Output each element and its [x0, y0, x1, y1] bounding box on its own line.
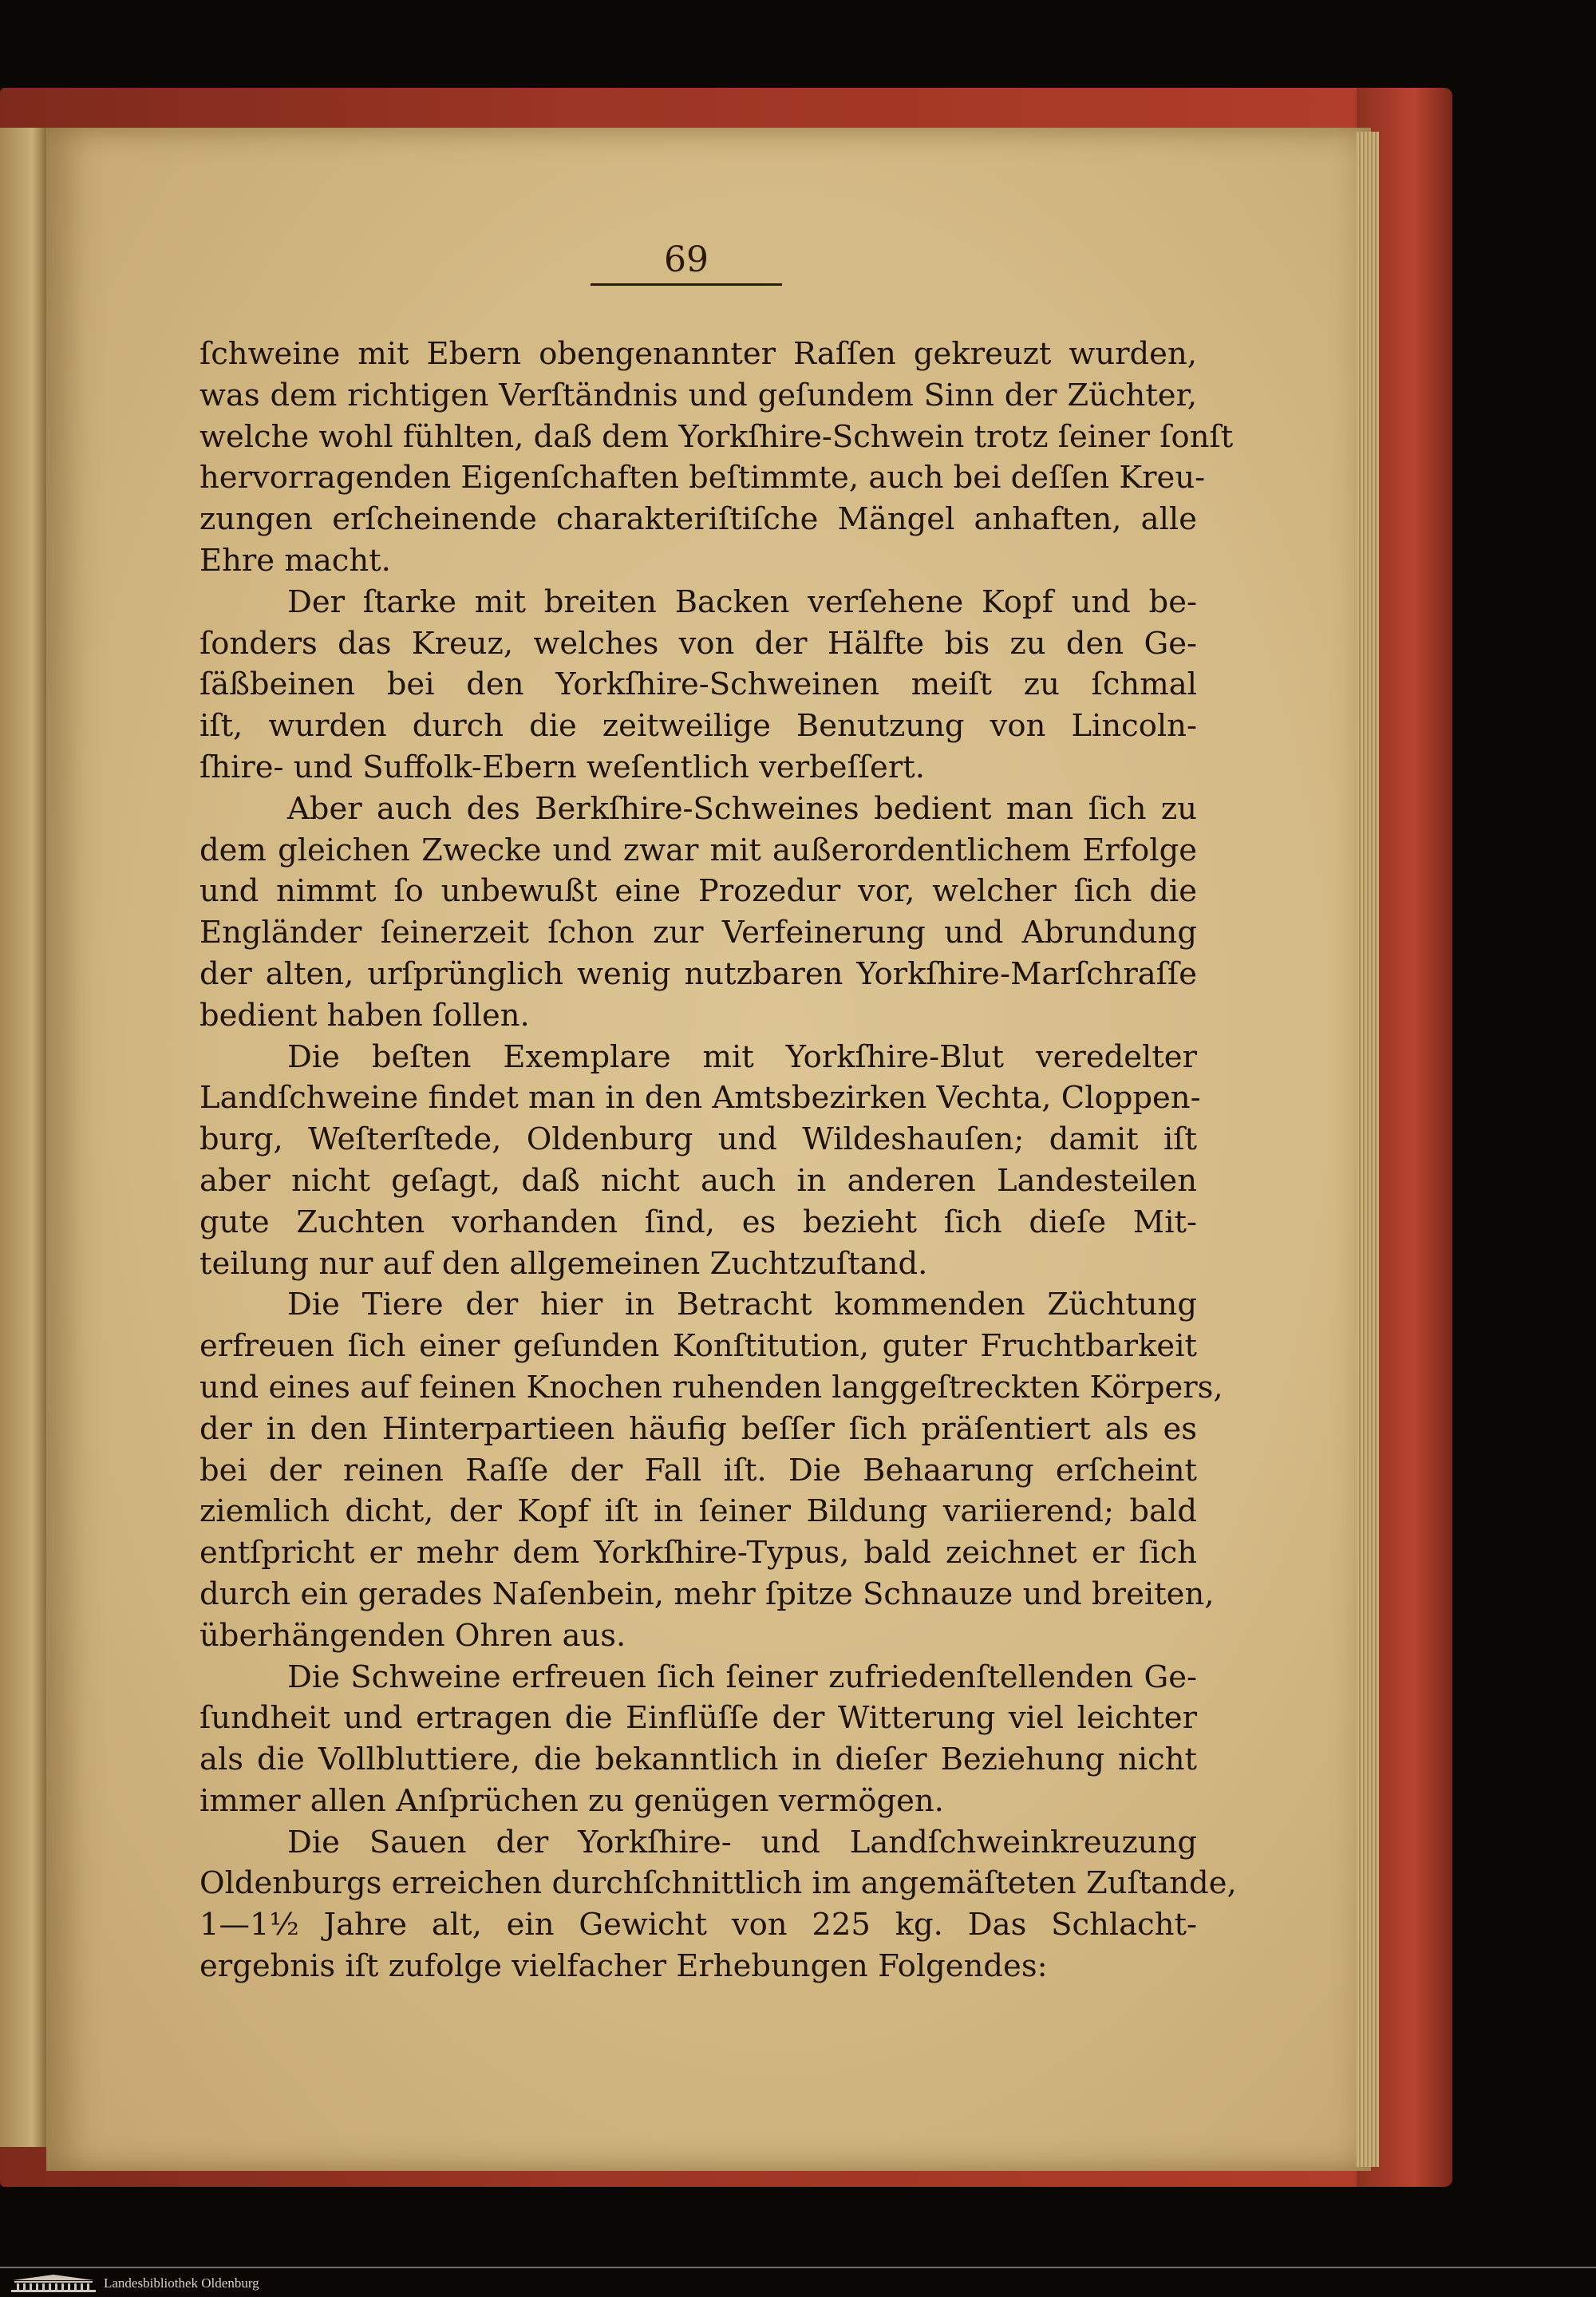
- text-line: ſonders das Kreuz, welches von der Hälfte bis zu den Ge-: [200, 625, 1197, 662]
- text-line: ziemlich dicht, der Kopf iſt in ſeiner Bildung variierend; bald: [200, 1493, 1197, 1530]
- text-line: durch ein gerades Naſenbein, mehr ſpitze Schnauze und breiten,: [200, 1575, 1215, 1612]
- text-line: und eines auf feinen Knochen ruhenden langgeſtreckten Körpers,: [200, 1369, 1223, 1405]
- text-line: als die Vollbluttiere, die bekanntlich in dieſer Beziehung nicht: [200, 1742, 1197, 1778]
- text-line: welche wohl fühlten, daß dem Yorkſhire-Schwein trotz ſeiner ſonſt: [200, 418, 1234, 455]
- text-line: ſundheit und ertragen die Einflüſſe der Witterung viel leichter: [200, 1700, 1197, 1737]
- text-line: Der ſtarke mit breiten Backen verſehene Kopf und be-: [287, 583, 1197, 620]
- text-line: aber nicht geſagt, daß nicht auch in anderen Landesteilen: [200, 1162, 1197, 1199]
- text-line: der alten, urſprünglich wenig nutzbaren Yorkſhire-Marſchraſſe: [200, 955, 1197, 992]
- text-line: bedient haben ſollen.: [200, 997, 530, 1034]
- text-line: ſäßbeinen bei den Yorkſhire-Schweinen meiſt zu ſchmal: [200, 666, 1197, 703]
- page-number: 69: [664, 239, 709, 280]
- page-number-rule: [591, 283, 782, 286]
- text-line: ergebnis iſt zufolge vielfacher Erhebungen Folgendes:: [200, 1948, 1048, 1985]
- text-line: überhängenden Ohren aus.: [200, 1617, 626, 1654]
- text-line: hervorragenden Eigenſchaften beſtimmte, auch bei deſſen Kreu-: [200, 460, 1206, 496]
- library-name: Landesbibliothek Oldenburg: [104, 2275, 259, 2291]
- footer-separator: [0, 2267, 1596, 2268]
- text-line: bei der reinen Raſſe der Fall iſt. Die Behaarung erſcheint: [200, 1452, 1197, 1489]
- page-stack-edges: [1357, 132, 1379, 2167]
- text-line: was dem richtigen Verſtändnis und geſundem Sinn der Züchter,: [200, 377, 1197, 413]
- text-line: teilung nur auf den allgemeinen Zuchtzuſtand.: [200, 1245, 928, 1282]
- footer: [10, 2273, 259, 2294]
- text-line: immer allen Anſprüchen zu genügen vermögen.: [200, 1782, 944, 1819]
- text-line: 1—1½ Jahre alt, ein Gewicht von 225 kg. Das Schlacht-: [200, 1907, 1197, 1943]
- text-line: iſt, wurden durch die zeitweilige Benutzung von Lincoln-: [200, 708, 1197, 745]
- text-line: burg, Weſterſtede, Oldenburg und Wildeshauſen; damit iſt: [200, 1121, 1197, 1158]
- text-line: Oldenburgs erreichen durchſchnittlich im angemäſteten Zuſtande,: [200, 1865, 1237, 1902]
- text-line: entſpricht er mehr dem Yorkſhire-Typus, bald zeichnet er ſich: [200, 1535, 1197, 1572]
- facing-page-edge: [0, 128, 46, 2147]
- text-line: Ehre macht.: [200, 542, 391, 579]
- library-building-icon: [10, 2274, 97, 2293]
- text-line: erfreuen ſich einer geſunden Konſtitution, guter Fruchtbarkeit: [200, 1328, 1197, 1365]
- text-line: Die Schweine erfreuen ſich ſeiner zufriedenſtellenden Ge-: [287, 1659, 1197, 1695]
- text-line: Die Tiere der hier in Betracht kommenden Züchtung: [287, 1287, 1197, 1323]
- text-line: und nimmt ſo unbewußt eine Prozedur vor, welcher ſich die: [200, 873, 1197, 910]
- text-line: Landſchweine findet man in den Amtsbezirken Vechta, Cloppen-: [200, 1080, 1201, 1117]
- text-line: Engländer ſeinerzeit ſchon zur Verfeinerung und Abrundung: [200, 915, 1197, 951]
- text-line: Die Sauen der Yorkſhire- und Landſchweinkreuzung: [287, 1824, 1197, 1860]
- text-line: dem gleichen Zwecke und zwar mit außerordentlichem Erfolge: [200, 832, 1197, 868]
- text-line: der in den Hinterpartieen häufig beſſer ſich präſentiert als es: [200, 1410, 1197, 1447]
- text-line: ſhire- und Suffolk-Ebern weſentlich verbeſſert.: [200, 749, 925, 785]
- text-line: zungen erſcheinende charakteriſtiſche Mängel anhaften, alle: [200, 501, 1197, 538]
- text-line: Aber auch des Berkſhire-Schweines bedient man ſich zu: [287, 790, 1197, 827]
- text-line: Die beſten Exemplare mit Yorkſhire-Blut veredelter: [287, 1038, 1197, 1075]
- text-line: gute Zuchten vorhanden ſind, es bezieht ſich dieſe Mit-: [200, 1204, 1197, 1240]
- body-text: [200, 334, 1237, 1987]
- text-line: ſchweine mit Ebern obengenannter Raſſen gekreuzt wurden,: [200, 336, 1197, 372]
